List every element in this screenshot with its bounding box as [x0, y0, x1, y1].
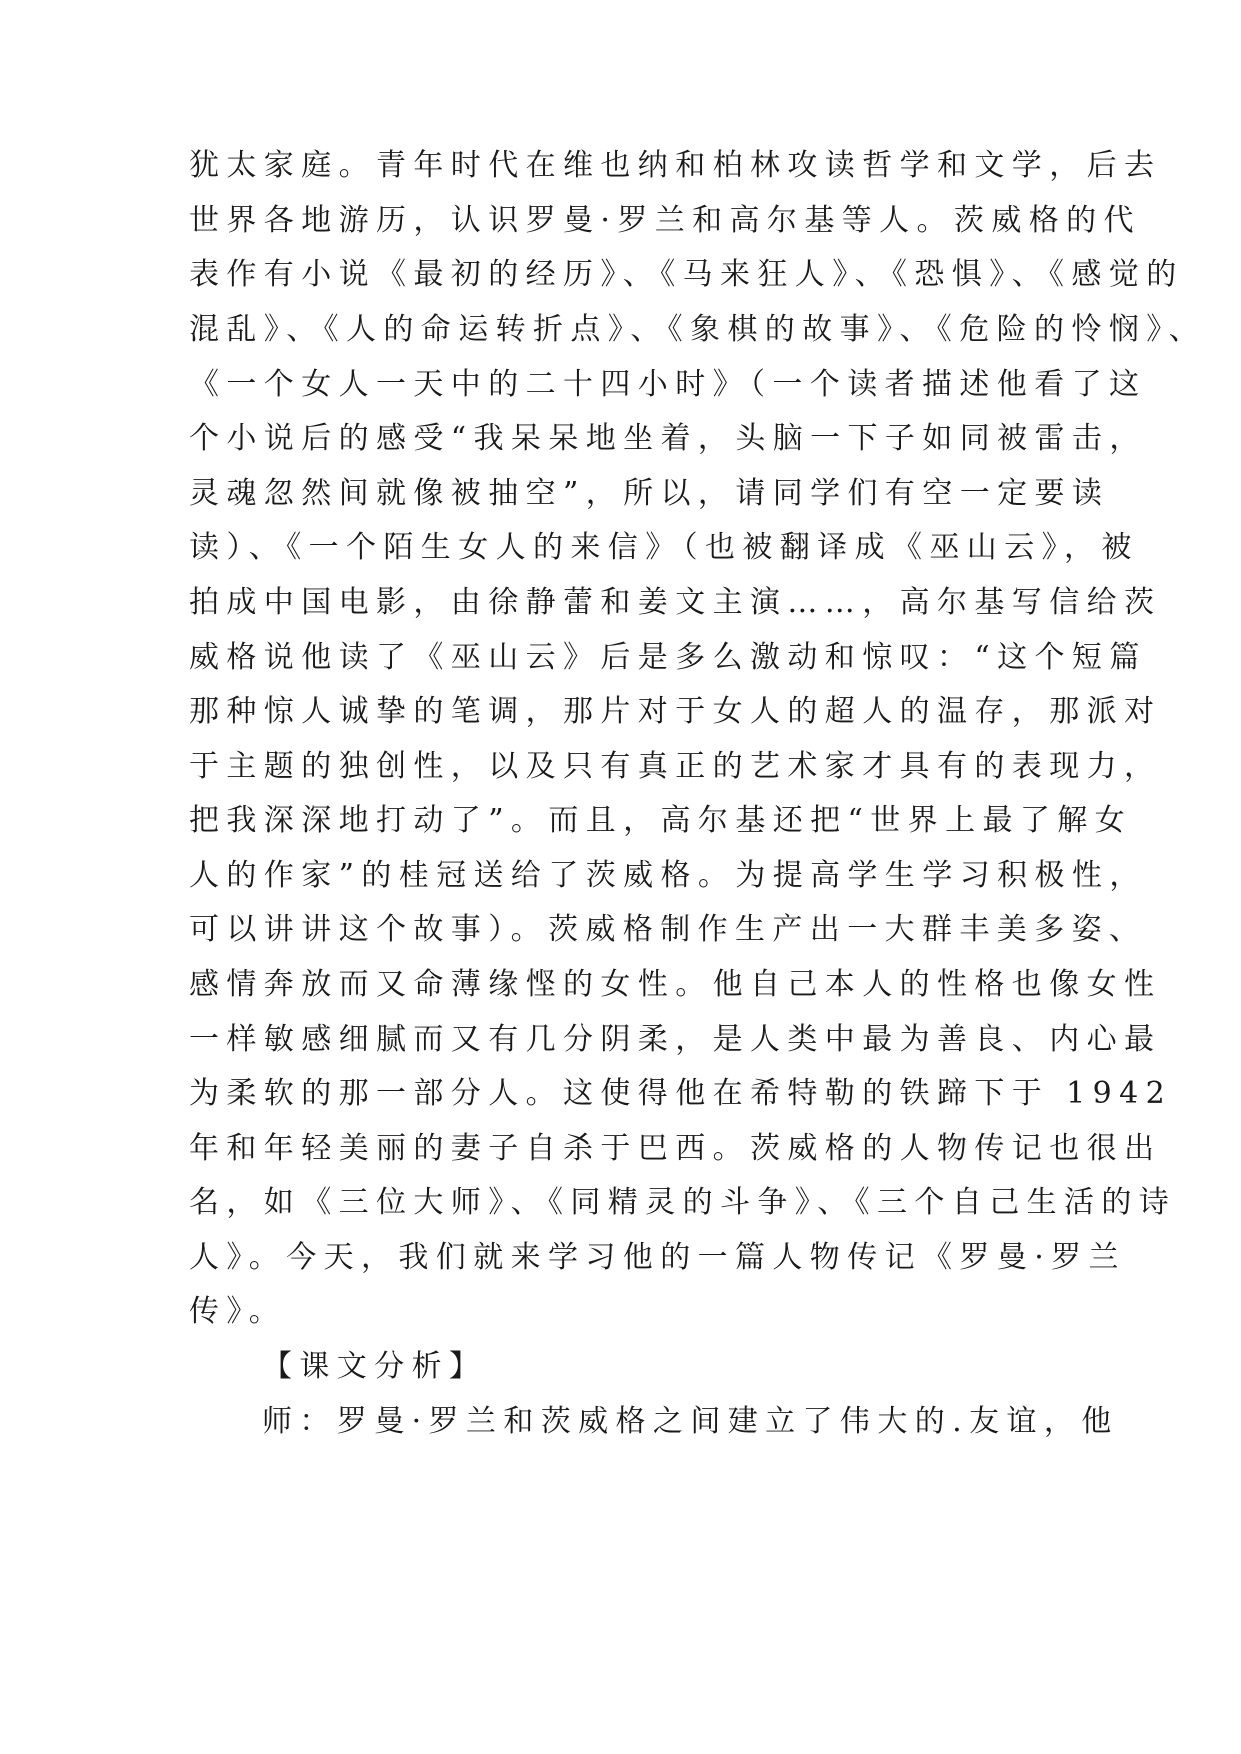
- body-text-line: 人的作家”的桂冠送给了茨威格。为提高学生学习积极性，: [189, 858, 1147, 893]
- body-text-line: 一样敏感细腻而又有几分阴柔，是人类中最为善良、内心最: [189, 1022, 1162, 1057]
- body-text-line: 犹太家庭。青年时代在维也纳和柏林攻读哲学和文学，后去: [189, 148, 1162, 183]
- body-text-line: 传》。: [189, 1294, 287, 1329]
- body-text-line: 威格说他读了《巫山云》后是多么激动和惊叹：“这个短篇: [189, 640, 1147, 675]
- body-text-line: 表作有小说《最初的经历》、《马来狂人》、《恐惧》、《感觉的: [189, 257, 1184, 292]
- body-text-line: 拍成中国电影，由徐静蕾和姜文主演……，高尔基写信给茨: [189, 585, 1162, 620]
- body-text-line: 为柔软的那一部分人。这使得他在希特勒的铁蹄下于 1942: [189, 1076, 1173, 1111]
- body-text-line: 世界各地游历，认识罗曼·罗兰和高尔基等人。茨威格的代: [189, 203, 1141, 238]
- body-text-line: 《一个女人一天中的二十四小时》（一个读者描述他看了这: [189, 367, 1147, 402]
- body-text-line: 年和年轻美丽的妻子自杀于巴西。茨威格的人物传记也很出: [189, 1131, 1162, 1166]
- body-text-line: 个小说后的感受“我呆呆地坐着，头脑一下子如同被雷击，: [189, 421, 1147, 456]
- body-text-line: 把我深深地打动了”。而且，高尔基还把“世界上最了解女: [189, 803, 1133, 838]
- body-text-line: 读）、《一个陌生女人的来信》（也被翻译成《巫山云》，被: [189, 530, 1139, 565]
- section-heading: 【课文分析】: [262, 1349, 487, 1384]
- body-text-line: 灵魂忽然间就像被抽空”，所以，请同学们有空一定要读: [189, 476, 1110, 511]
- body-text-line: 人》。今天，我们就来学习他的一篇人物传记《罗曼·罗兰: [189, 1240, 1126, 1275]
- body-text-line: 名，如《三位大师》、《同精灵的斗争》、《三个自己生活的诗: [189, 1185, 1177, 1220]
- body-text-line: 于主题的独创性，以及只有真正的艺术家才具有的表现力，: [189, 749, 1162, 784]
- body-text-line: 感情奔放而又命薄缘悭的女性。他自己本人的性格也像女性: [189, 967, 1162, 1002]
- body-text-line: 那种惊人诚挚的笔调，那片对于女人的超人的温存，那派对: [189, 694, 1162, 729]
- body-text-line: 可以讲讲这个故事）。茨威格制作生产出一大群丰美多姿、: [189, 912, 1147, 947]
- body-text-line: 混乱》、《人的命运转折点》、《象棋的故事》、《危险的怜悯》、: [189, 312, 1206, 347]
- body-text-line: 师：罗曼·罗兰和茨威格之间建立了伟大的.友谊，他: [262, 1404, 1119, 1439]
